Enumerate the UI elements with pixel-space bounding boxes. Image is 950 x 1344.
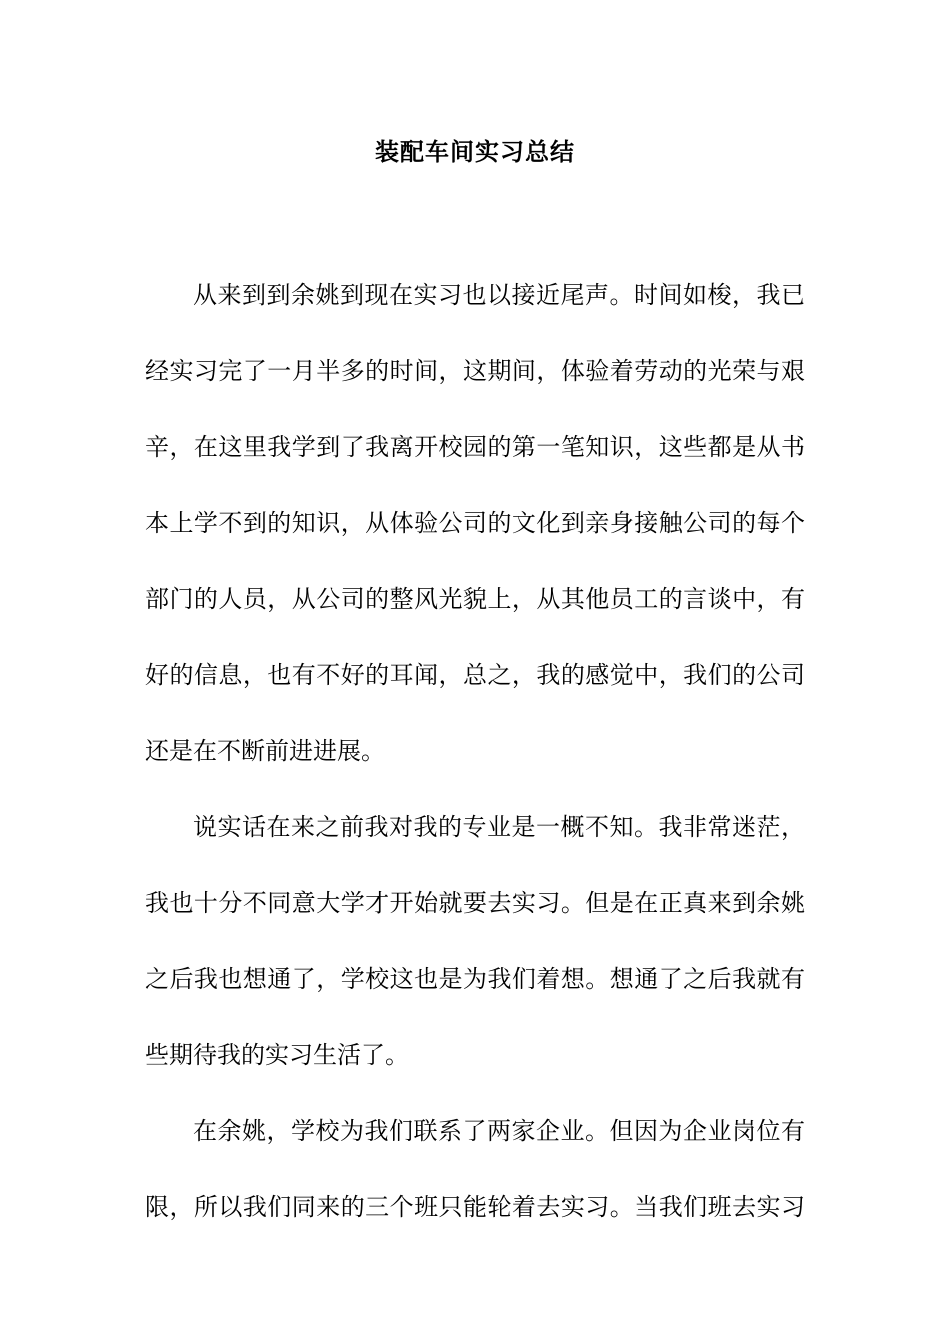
paragraph-1-line-7: 还是在不断前进进展。 xyxy=(145,737,385,765)
paragraph-2-line-2: 我也十分不同意大学才开始就要去实习。但是在正真来到余姚 xyxy=(145,889,805,917)
paragraph-2-line-3: 之后我也想通了，学校这也是为我们着想。想通了之后我就有 xyxy=(145,965,805,993)
paragraph-3-line-2: 限，所以我们同来的三个班只能轮着去实习。当我们班去实习 xyxy=(145,1193,805,1221)
paragraph-1-line-5: 部门的人员，从公司的整风光貌上，从其他员工的言谈中，有 xyxy=(145,585,805,613)
paragraph-1-line-6: 好的信息，也有不好的耳闻，总之，我的感觉中，我们的公司 xyxy=(145,661,805,689)
paragraph-3-line-1: 在余姚，学校为我们联系了两家企业。但因为企业岗位有 xyxy=(193,1117,805,1145)
paragraph-2-line-1: 说实话在来之前我对我的专业是一概不知。我非常迷茫， xyxy=(193,813,805,841)
paragraph-1-line-4: 本上学不到的知识，从体验公司的文化到亲身接触公司的每个 xyxy=(145,509,805,537)
document-body xyxy=(145,257,805,1245)
document-title: 装配车间实习总结 xyxy=(375,137,575,166)
paragraph-1-line-1: 从来到到余姚到现在实习也以接近尾声。时间如梭，我已 xyxy=(193,281,805,309)
paragraph-1-line-2: 经实习完了一月半多的时间，这期间，体验着劳动的光荣与艰 xyxy=(145,357,805,385)
paragraph-2-line-4: 些期待我的实习生活了。 xyxy=(145,1041,409,1069)
paragraph-1-line-3: 辛，在这里我学到了我离开校园的第一笔知识，这些都是从书 xyxy=(145,433,805,461)
